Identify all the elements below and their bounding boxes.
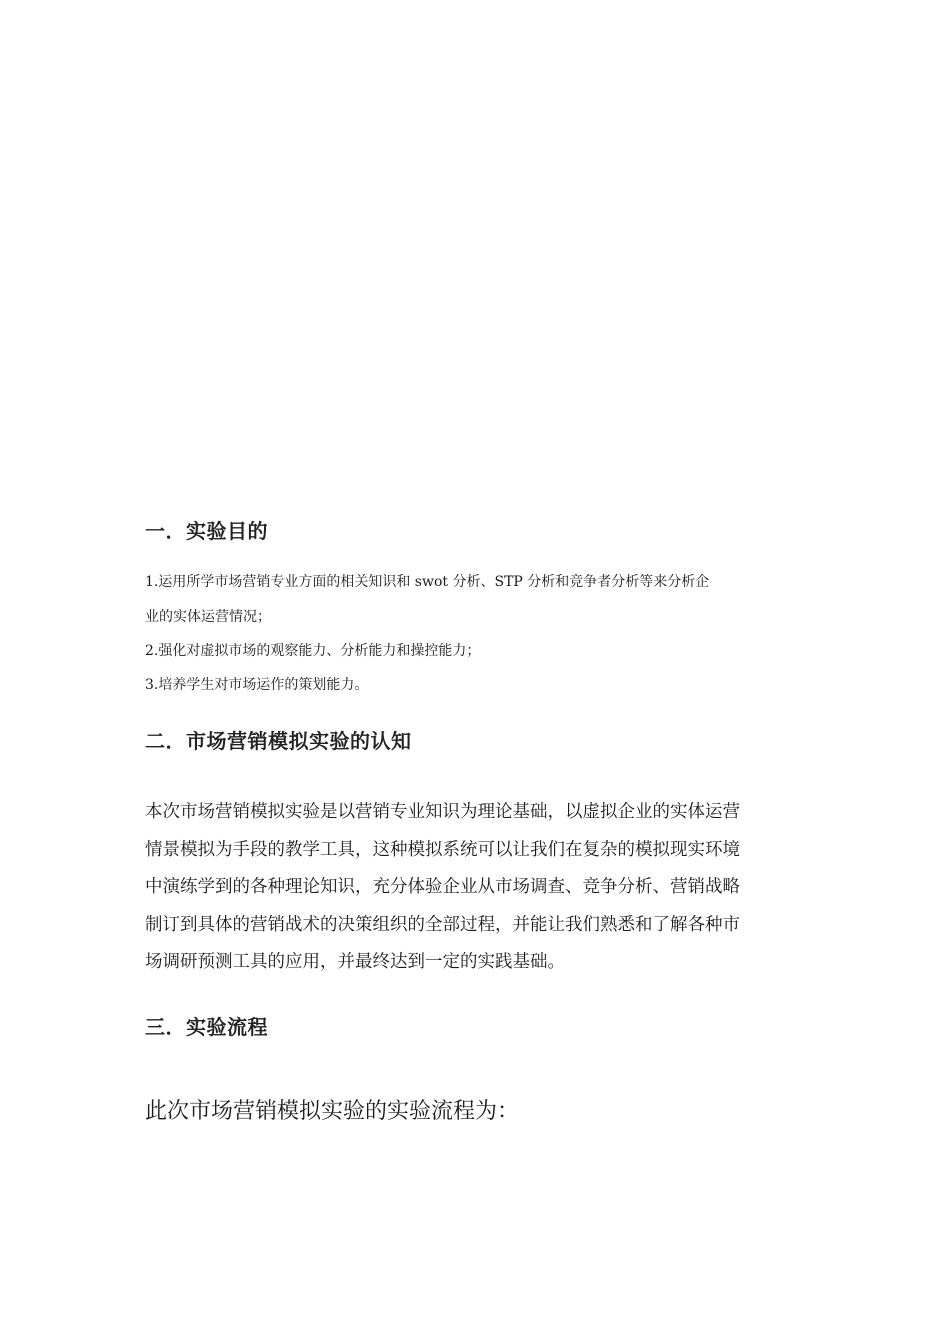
objective-item-2: 2.强化对虚拟市场的观察能力、分析能力和操控能力； [145, 643, 481, 659]
paragraph-line: 情景模拟为手段的教学工具，这种模拟系统可以让我们在复杂的模拟现实环境 [145, 839, 740, 860]
objective-item-1: 1.运用所学市场营销专业方面的相关知识和 swot 分析、STP 分析和竞争者分析等来分析企 [145, 574, 710, 590]
objective-item-3: 3.培养学生对市场运作的策划能力。 [145, 677, 369, 693]
document-body [145, 512, 810, 1132]
section-heading-cognition: 二．市场营销模拟实验的认知 [145, 729, 412, 753]
objective-list [145, 564, 810, 702]
paragraph-line: 中演练学到的各种理论知识，充分体验企业从市场调查、竞争分析、营销战略 [145, 877, 740, 897]
paragraph-line: 制订到具体的营销战术的决策组织的全部过程，并能让我们熟悉和了解各种市 [145, 914, 740, 935]
paragraph-line: 本次市场营销模拟实验是以营销专业知识为理论基础，以虚拟企业的实体运营 [145, 802, 740, 822]
cognition-paragraph [145, 794, 810, 982]
section-heading-process: 三．实验流程 [145, 1014, 268, 1039]
paragraph-line: 场调研预测工具的应用，并最终达到一定的实践基础。 [145, 952, 565, 972]
section-heading-objective: 一．实验目的 [145, 519, 268, 543]
process-lead-text: 此次市场营销模拟实验的实验流程为： [145, 1098, 520, 1124]
objective-item-1-continued: 业的实体运营情况； [145, 609, 271, 625]
